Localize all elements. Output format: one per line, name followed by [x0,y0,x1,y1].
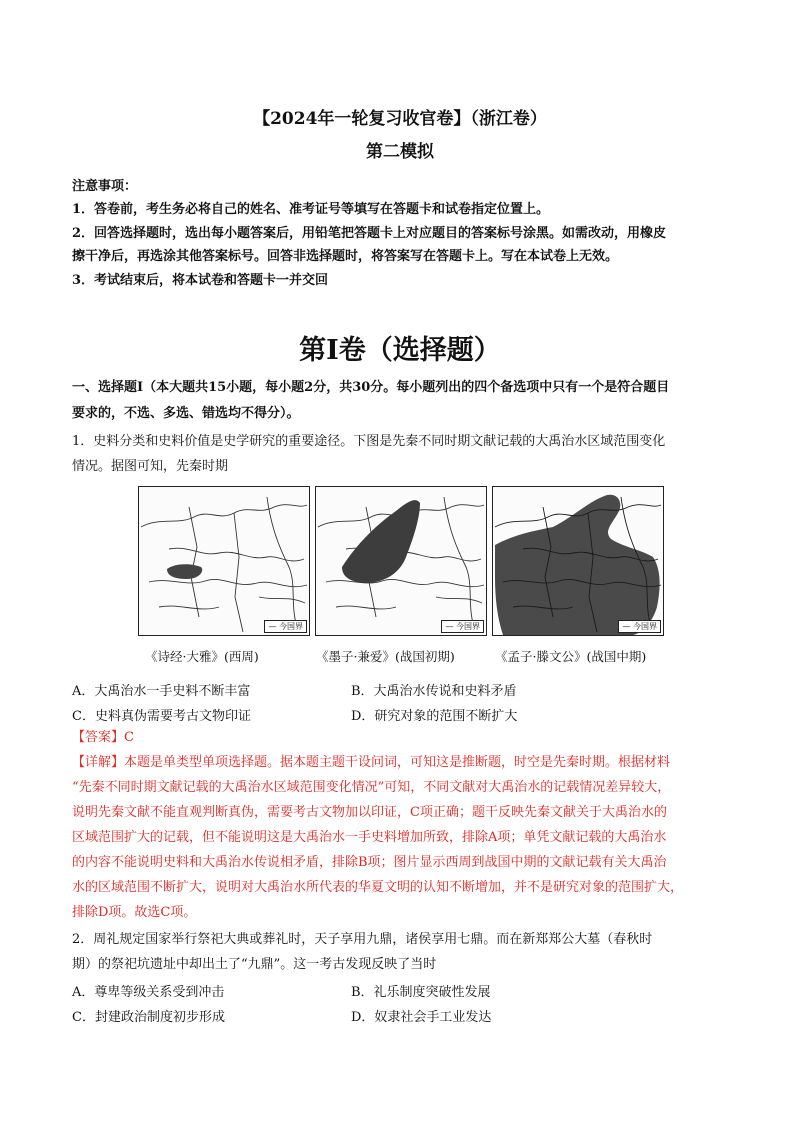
q1-detail-label: 【详解】 [72,755,125,770]
q1-detail-line-3: 说明先秦文献不能直观判断真伪，需要考古文物加以印证，C项正确；题干反映先秦文献关于大禹治水的 [72,805,667,820]
exam-subtitle: 第二模拟 [366,142,434,162]
q1-option-d: D．研究对象的范围不断扩大 [351,709,518,724]
q1-stem-1: 1．史料分类和史料价值是史学研究的重要途径。下图是先秦不同时期文献记载的大禹治水区域范围变化 [72,434,666,449]
map-early-warring-states-graphic [316,487,486,635]
q1-detail-text-1: 本题是单类型单项选择题。据本题主题干设问词，可知这是推断题，时空是先秦时期。根据材料 [124,755,671,770]
notes-item-2-cont: 擦干净后，再选涂其他答案标号。回答非选择题时，将答案写在答题卡上。写在本试卷上无效。 [72,249,619,264]
q2-option-b: B．礼乐制度突破性发展 [351,985,491,1000]
q2-option-c: C．封建政治制度初步形成 [72,1010,225,1025]
q1-option-a: A．大禹治水一手史料不断丰富 [72,684,251,699]
q1-detail-line-4: 区域范围扩大的记载，但不能说明这是大禹治水一手史料增加所致，排除A项；单凭文献记载的大禹治水 [72,830,667,845]
map-early-warring-states [315,486,487,636]
q1-answer: 【答案】C [72,730,134,745]
map-mid-warring-states-graphic [493,487,663,635]
section-instruction-1: 一、选择题I（本大题共15小题，每小题2分，共30分。每小题列出的四个备选项中只有一个是符合题目 [72,380,670,395]
notes-item-1: 1．答卷前，考生务必将自己的姓名、准考证号等填写在答题卡和试卷指定位置上。 [72,202,550,217]
q2-option-d: D．奴隶社会手工业发达 [351,1010,492,1025]
map-mid-warring-states [492,486,664,636]
map-caption-3: 《孟子·滕文公》(战国中期) [495,649,647,664]
q1-detail-line-5: 的内容不能说明史料和大禹治水传说相矛盾，排除B项；图片显示西周到战国中期的文献记载有关大禹治 [72,855,667,870]
q1-detail-line-2: “先秦不同时期文献记载的大禹治水区域范围变化情况”可知，不同文献对大禹治水的记载情况差异较大， [72,780,671,795]
notes-item-3: 3．考试结束后，将本试卷和答题卡一并交回 [72,273,329,288]
map-western-zhou-legend: — 今国界 [264,620,307,633]
notes-heading: 注意事项： [72,179,138,194]
q1-detail-line-7: 排除D项。故选C项。 [72,905,197,920]
q2-stem-1: 2．周礼规定国家举行祭祀大典或葬礼时，天子享用九鼎，诸侯享用七鼎。而在新郑郑公大墓（春秋时 [72,932,653,947]
map-caption-2: 《墨子·兼爱》(战国初期) [316,649,455,664]
section-instruction-2: 要求的，不选、多选、错选均不得分）。 [72,406,300,421]
notes-item-2: 2．回答选择题时，选出每小题答案后，用铅笔把答题卡上对应题目的答案标号涂黑。如需改动，用橡皮 [72,226,667,241]
q1-option-c: C．史料真伪需要考古文物印证 [72,709,251,724]
map-mid-warring-states-legend: — 今国界 [618,620,661,633]
q1-stem-2: 情况。据图可知，先秦时期 [72,459,229,474]
section-title: 第I卷（选择题） [299,335,501,366]
q2-stem-2: 期）的祭祀坑遗址中却出土了“九鼎”。这一考古发现反映了当时 [72,957,437,972]
map-western-zhou [138,486,310,636]
map-caption-1: 《诗经·大雅》(西周) [145,649,259,664]
map-western-zhou-graphic [139,487,309,635]
q2-option-a: A．尊卑等级关系受到冲击 [72,985,225,1000]
q1-option-b: B．大禹治水传说和史料矛盾 [351,684,517,699]
q1-detail-line-6: 水的区域范围不断扩大，说明对大禹治水所代表的华夏文明的认知不断增加，并不是研究对象的范围扩大， [72,880,684,895]
map-early-warring-states-legend: — 今国界 [441,620,484,633]
q1-detail-line-1 [72,754,732,772]
exam-title: 【2024年一轮复习收官卷】（浙江卷） [253,109,547,129]
